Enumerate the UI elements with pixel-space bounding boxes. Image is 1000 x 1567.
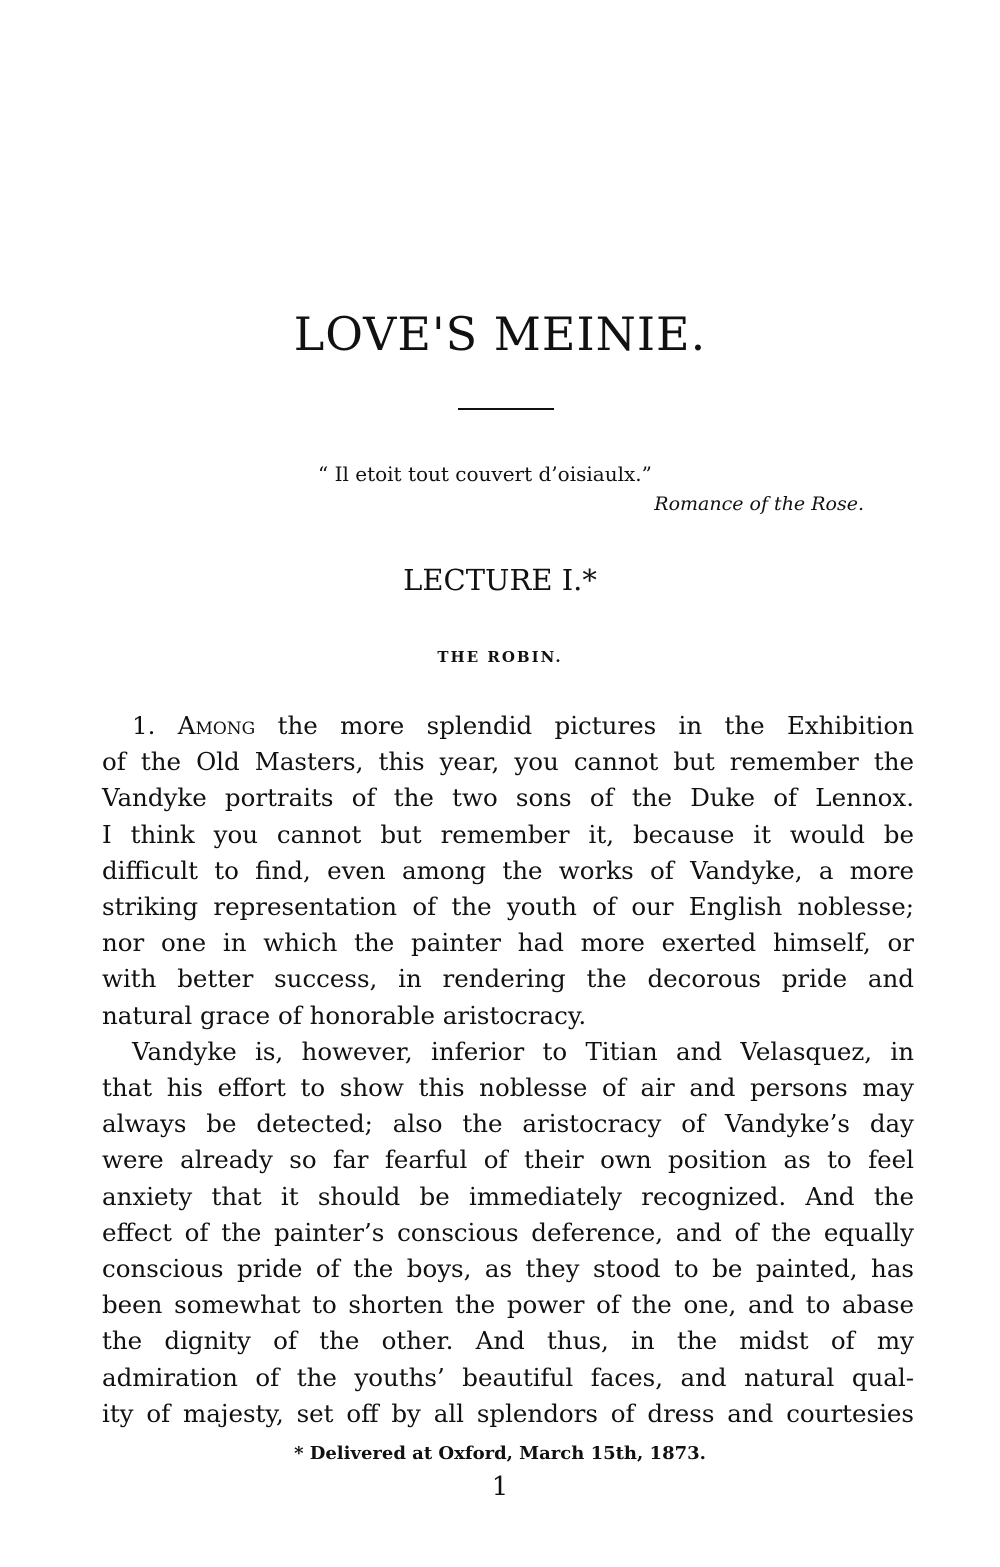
paragraph-2-line: Vandyke is, however, inferior to Titian and Velasquez, in bbox=[132, 1036, 914, 1066]
epigraph-source: Romance of the Rose. bbox=[654, 493, 864, 515]
lecture-subheading: THE ROBIN. bbox=[437, 648, 563, 666]
footnote: * Delivered at Oxford, March 15th, 1873. bbox=[294, 1443, 706, 1464]
paragraph-2-line: ity of majesty, set off by all splendors of dress and courtesies bbox=[102, 1398, 914, 1428]
paragraph-2-line: effect of the painter’s conscious deference, and of the equally bbox=[102, 1217, 914, 1247]
paragraph-1-line: I think you cannot but remember it, because it would be bbox=[102, 819, 914, 849]
paragraph-1-line: nor one in which the painter had more exerted himself, or bbox=[102, 928, 914, 958]
paragraph-2-line: were already so far fearful of their own position as to feel bbox=[102, 1145, 914, 1175]
paragraph-2-line: the dignity of the other. And thus, in the midst of my bbox=[102, 1326, 914, 1356]
paragraph-1-line: natural grace of honorable aristocracy. bbox=[102, 1000, 587, 1030]
paragraph-number: 1. bbox=[132, 711, 156, 740]
paragraph-2-line: conscious pride of the boys, as they stood to be painted, has bbox=[102, 1254, 914, 1284]
paragraph-1-line: difficult to find, even among the works of Vandyke, a more bbox=[102, 855, 914, 885]
paragraph-1-line-1 bbox=[102, 708, 914, 744]
page-number: 1 bbox=[491, 1472, 509, 1502]
paragraph-1-line-1-rest: the more splendid pictures in the Exhibition bbox=[277, 711, 914, 740]
body-text bbox=[102, 708, 914, 1432]
paragraph-1-line: with better success, in rendering the decorous pride and bbox=[102, 964, 914, 994]
paragraph-1-line: striking representation of the youth of our English noblesse; bbox=[102, 892, 914, 922]
paragraph-2-line: admiration of the youths’ beautiful faces, and natural qual- bbox=[102, 1362, 914, 1392]
book-title: LOVE'S MEINIE. bbox=[293, 307, 707, 361]
paragraph-2-line: that his effort to show this noblesse of air and persons may bbox=[102, 1073, 914, 1103]
paragraph-2-line: anxiety that it should be immediately recognized. And the bbox=[102, 1181, 914, 1211]
title-rule bbox=[458, 408, 554, 410]
paragraph-1-line: of the Old Masters, this year, you cannot but remember the bbox=[102, 747, 914, 777]
paragraph-1-line: Vandyke portraits of the two sons of the Duke of Lennox. bbox=[102, 783, 914, 813]
paragraph-2-line: been somewhat to shorten the power of the one, and to abase bbox=[102, 1290, 914, 1320]
lecture-heading: LECTURE I.* bbox=[403, 563, 597, 597]
opening-word: Among bbox=[177, 711, 256, 740]
paragraph-2-line: always be detected; also the aristocracy of Vandyke’s day bbox=[102, 1109, 914, 1139]
epigraph-quote: “ Il etoit tout couvert d’oisiaulx.” bbox=[318, 462, 652, 486]
